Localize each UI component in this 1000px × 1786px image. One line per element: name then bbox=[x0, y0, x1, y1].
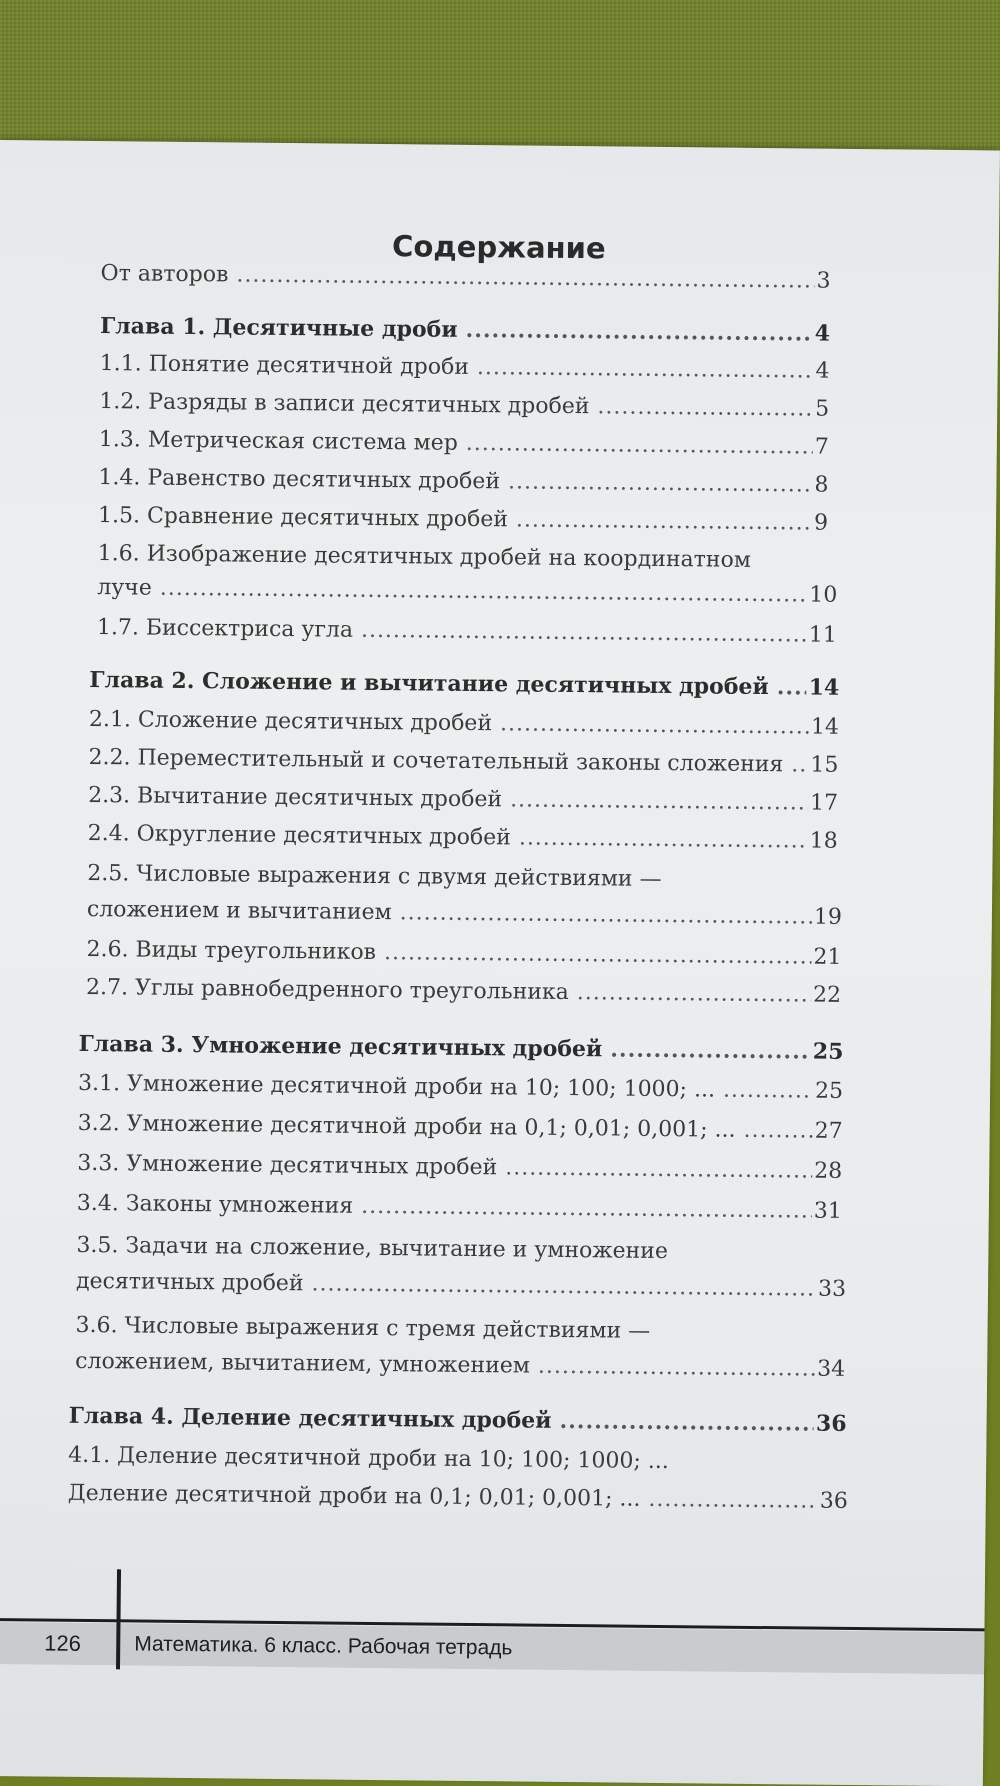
toc-entry-page: 25 bbox=[814, 1078, 844, 1104]
page-footer bbox=[0, 1618, 984, 1678]
table-of-contents bbox=[0, 140, 1000, 1786]
toc-entry-page: 22 bbox=[812, 982, 842, 1008]
toc-entry-1-6 bbox=[97, 575, 837, 617]
leader-dots bbox=[400, 900, 812, 929]
toc-entry-title: 3.3. Умножение десятичных дробей bbox=[77, 1150, 498, 1181]
toc-entry-1-6-line1: 1.6. Изображение десятичных дробей на координатном bbox=[97, 541, 752, 573]
toc-entry-1-1 bbox=[99, 351, 829, 393]
toc-chapter-3 bbox=[78, 1031, 843, 1073]
toc-entry-title: 2.2. Переместительный и сочетательный законы сложения bbox=[88, 744, 784, 778]
toc-entry-title: 3.2. Умножение десятичной дроби на 0,1; 0,01; 0,001; ... bbox=[77, 1110, 736, 1143]
toc-entry-title: 1.4. Равенство десятичных дробей bbox=[98, 465, 501, 495]
leader-dots bbox=[477, 355, 814, 384]
toc-entry-page: 18 bbox=[809, 828, 838, 854]
toc-entry-3-2 bbox=[77, 1111, 842, 1153]
toc-entry-3-6-line1: 3.6. Числовые выражения с тремя действиями — bbox=[75, 1312, 651, 1344]
toc-entry-4-1-line1: 4.1. Деление десятичной дроби на 10; 100; 1000; ... bbox=[68, 1442, 669, 1475]
toc-entry-3-6 bbox=[75, 1349, 845, 1391]
toc-entry-page: 10 bbox=[809, 582, 838, 608]
toc-entry-title: десятичных дробей bbox=[75, 1268, 304, 1297]
toc-entry-page: 14 bbox=[808, 674, 840, 701]
leader-dots bbox=[516, 507, 812, 535]
toc-entry-3-5-line1: 3.5. Задачи на сложение, вычитание и умножение bbox=[76, 1232, 669, 1265]
toc-entry-title: сложением и вычитанием bbox=[86, 896, 392, 926]
toc-entry-2-3 bbox=[88, 783, 838, 825]
leader-dots bbox=[648, 1487, 818, 1514]
toc-entry-title: 2.3. Вычитание десятичных дробей bbox=[88, 782, 503, 813]
toc-entry-page: 28 bbox=[814, 1158, 843, 1184]
toc-entry-title: 2.6. Виды треугольников bbox=[86, 936, 377, 965]
toc-entry-title: 1.5. Сравнение десятичных дробей bbox=[97, 503, 509, 533]
toc-entry-2-1 bbox=[89, 707, 839, 749]
toc-chapter-1 bbox=[100, 313, 830, 355]
leader-dots bbox=[505, 1155, 812, 1183]
toc-entry-page: 11 bbox=[808, 622, 837, 648]
leader-dots bbox=[577, 980, 811, 1007]
toc-entry-title: сложением, вычитанием, умножением bbox=[75, 1348, 531, 1379]
toc-entry-title: 1.7. Биссектриса угла bbox=[96, 615, 354, 643]
toc-entry-2-5-line1: 2.5. Числовые выражения с двумя действиями — bbox=[87, 860, 662, 892]
toc-entry-page: 15 bbox=[810, 752, 839, 778]
toc-entry-title: Глава 2. Сложение и вычитание десятичных дробей bbox=[89, 666, 769, 701]
toc-entry-title: луче bbox=[97, 575, 152, 601]
leader-dots bbox=[791, 752, 808, 777]
leader-dots bbox=[361, 1194, 812, 1224]
toc-entry-page: 4 bbox=[815, 358, 830, 384]
toc-entry-title: 1.1. Понятие десятичной дроби bbox=[99, 351, 470, 380]
leader-dots bbox=[510, 787, 808, 815]
toc-entry-page: 25 bbox=[812, 1038, 844, 1065]
leader-dots bbox=[466, 431, 813, 460]
leader-dots bbox=[311, 1271, 816, 1301]
leader-dots bbox=[508, 469, 813, 497]
toc-entry-title: Глава 4. Деление десятичных дробей bbox=[68, 1402, 552, 1434]
toc-entry-page: 7 bbox=[814, 434, 829, 460]
leader-dots bbox=[777, 674, 807, 700]
toc-entry-page: 34 bbox=[817, 1356, 846, 1382]
toc-entry-page: 5 bbox=[815, 396, 830, 422]
toc-entry-page: 17 bbox=[809, 790, 839, 816]
toc-entry-page: 27 bbox=[814, 1118, 843, 1144]
toc-entry-1-5 bbox=[98, 503, 828, 545]
leader-dots bbox=[538, 1354, 815, 1382]
toc-entry-page: 21 bbox=[813, 944, 842, 970]
toc-chapter-4 bbox=[68, 1403, 846, 1445]
leader-dots bbox=[519, 825, 808, 853]
toc-entry-title: От авторов bbox=[100, 261, 229, 288]
toc-entry-2-7 bbox=[86, 975, 841, 1017]
toc-entry-3-5 bbox=[76, 1269, 846, 1311]
leader-dots bbox=[465, 317, 812, 347]
toc-entry-title: 3.4. Законы умножения bbox=[76, 1190, 354, 1219]
toc-entry-title: Глава 1. Десятичные дроби bbox=[99, 313, 458, 343]
toc-entry-4-1 bbox=[68, 1481, 848, 1523]
toc-entry-1-4 bbox=[98, 465, 828, 507]
leader-dots bbox=[500, 711, 809, 739]
toc-entry-3-4 bbox=[77, 1191, 842, 1233]
toc-entry-from-authors bbox=[100, 261, 830, 303]
toc-entry-title: 2.7. Углы равнобедренного треугольника bbox=[85, 974, 570, 1006]
toc-entry-1-3 bbox=[99, 427, 829, 469]
toc-entry-page: 14 bbox=[810, 714, 840, 740]
toc-chapter-2 bbox=[89, 667, 839, 709]
toc-entry-1-7 bbox=[97, 615, 837, 657]
toc-entry-title: 2.4. Округление десятичных дробей bbox=[87, 820, 512, 851]
toc-entry-2-4 bbox=[88, 821, 838, 863]
toc-entry-page: 9 bbox=[813, 510, 829, 536]
toc-entry-page: 3 bbox=[816, 268, 831, 294]
leader-dots bbox=[361, 618, 807, 648]
page-number: 126 bbox=[44, 1630, 82, 1656]
toc-entry-2-6 bbox=[86, 937, 841, 979]
toc-entry-title: 1.3. Метрическая система мер bbox=[98, 427, 458, 456]
toc-entry-3-1 bbox=[78, 1071, 843, 1113]
leader-dots bbox=[723, 1078, 813, 1104]
toc-entry-2-5 bbox=[87, 897, 842, 939]
toc-entry-page: 36 bbox=[819, 1488, 848, 1514]
toc-entry-page: 33 bbox=[817, 1276, 847, 1302]
toc-entry-title: Деление десятичной дроби на 0,1; 0,01; 0,001; ... bbox=[67, 1480, 641, 1512]
toc-entry-title: 1.2. Разряды в записи десятичных дробей bbox=[99, 389, 590, 420]
toc-entry-1-2 bbox=[99, 389, 829, 431]
leader-dots bbox=[559, 1408, 814, 1437]
leader-dots bbox=[597, 394, 813, 421]
toc-entry-page: 8 bbox=[814, 472, 829, 498]
leader-dots bbox=[236, 262, 814, 293]
toc-entry-title: Глава 3. Умножение десятичных дробей bbox=[78, 1030, 603, 1063]
toc-entry-page: 4 bbox=[814, 320, 831, 347]
toc-entry-title: 3.1. Умножение десятичной дроби на 10; 100; 1000; ... bbox=[77, 1070, 716, 1103]
page-title: Содержание bbox=[391, 229, 606, 266]
leader-dots bbox=[610, 1036, 811, 1064]
toc-entry-2-2 bbox=[88, 745, 838, 787]
toc-entry-page: 31 bbox=[813, 1198, 842, 1224]
toc-entry-3-3 bbox=[77, 1151, 842, 1193]
toc-entry-page: 19 bbox=[813, 904, 843, 930]
leader-dots bbox=[743, 1118, 812, 1144]
leader-dots bbox=[384, 940, 812, 969]
toc-entry-title: 2.1. Сложение десятичных дробей bbox=[88, 706, 493, 737]
toc-entry-page: 36 bbox=[815, 1410, 847, 1437]
book-page bbox=[0, 140, 1000, 1786]
book-title: Математика. 6 класс. Рабочая тетрадь bbox=[134, 1632, 513, 1660]
